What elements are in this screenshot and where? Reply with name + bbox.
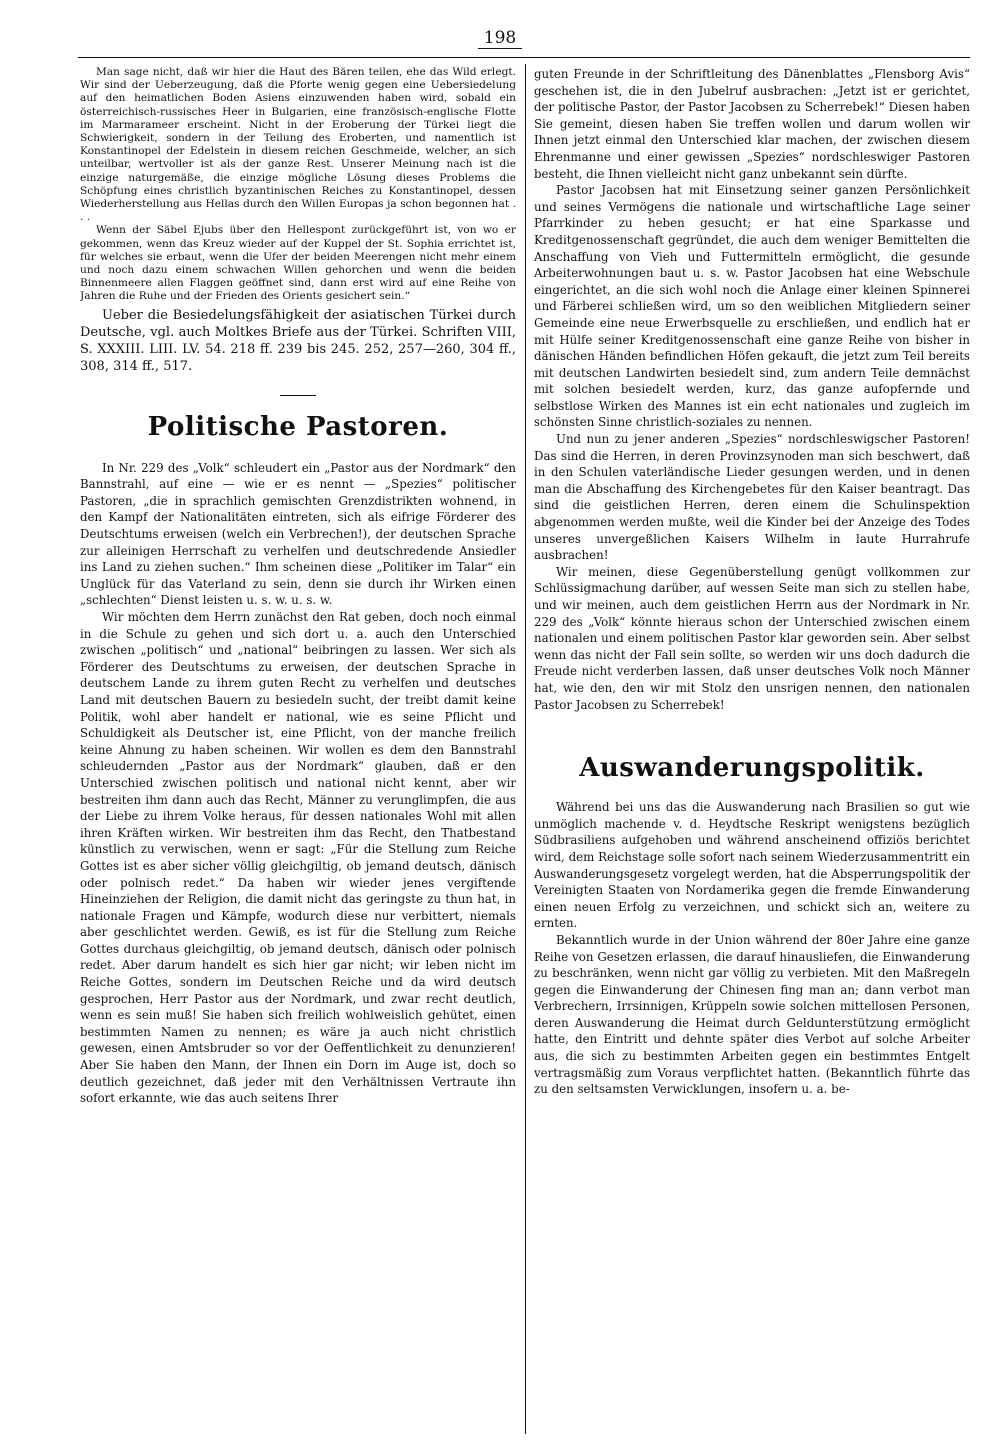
article-paragraph: Bekanntlich wurde in der Union während der 80er Jahre eine ganze Reihe von Gesetzen erlassen, die darauf hinausliefen, die Einwanderung zu beschränken, wenn nicht gar völlig zu verbieten. Mit den Maßregeln gegen die Einwanderung der Chinesen fing man an; dann verbot man Verbrechern, Irrsinnigen, Krüppeln sowie solchen mittellosen Personen, deren Auswanderung die Heimat durch Geldunterstützung ermöglicht hatte, den Eintritt und dehnte später dies Verbot auf solche Arbeiter aus, die sich zu bestimmten Arbeiten gegen ein bestimmtes Entgelt vertragsmäßig zum Voraus verpflichtet hatten. (Bekanntlich führte das zu den seltsamsten Verwicklungen, insofern u. a. be- <box>534 932 970 1097</box>
page-number-text: 198 <box>478 28 522 49</box>
section-divider <box>280 395 316 396</box>
reference-note: Ueber die Besiedelungsfähigkeit der asiatischen Türkei durch Deutsche, vgl. auch Moltkes Briefe aus der Türkei. Schriften VIII, S. XXXIII. LIII. LV. 54. 218 ff. 239 bis 245. 252, 257—260, 304 ff., 308, 314 ff., 517. <box>80 307 516 374</box>
left-column <box>80 66 516 1436</box>
article-paragraph: Während bei uns das die Auswanderung nach Brasilien so gut wie unmöglich machende v. d. Heydtsche Reskript wenigstens bezüglich Südbrasiliens aufgehoben und während anscheinend offiziös berichtet wird, dem Reichstage solle sofort nach seinem Wiederzusammentritt ein Auswanderungsgesetz vorgelegt werden, hat die Absperrungspolitik der Vereinigten Staaten von Nordamerika gegen die fremde Einwanderung einen neuen Erfolg zu verzeichnen, und schickt sich an, weitere zu ernten. <box>534 800 970 931</box>
quote-paragraph: Man sage nicht, daß wir hier die Haut des Bären teilen, ehe das Wild erlegt. Wir sind der Ueberzeugung, daß die Pforte wenig gegen eine Uebersiedelung auf den heimatlichen Boden Asiens einzuwenden haben wird, sobald ein österreichisch-russisches Heer in Bulgarien, eine französisch-englische Flotte im Marmarameer erscheint. Nicht in der Eroberung der Türkei liegt die Schwierigkeit, sondern in der Teilung des Eroberten, und namentlich ist Konstantinopel der Edelstein in diesem reichen Geschmeide, welcher, an sich unteilbar, wertvoller ist als der ganze Rest. Unserer Meinung nach ist die einzige naturgemäße, die einzige mögliche Lösung dieses Problems die Schöpfung eines christlich byzantinischen Reiches zu Konstantinopel, dessen Wiederherstellung aus Hellas durch den Willen Europas ja schon begonnen hat . . . <box>80 66 516 224</box>
right-column <box>534 66 970 1436</box>
quoted-passage <box>80 66 516 304</box>
section-title-auswanderungspolitik: Auswanderungspolitik. <box>579 753 925 784</box>
column-divider <box>525 64 526 1434</box>
article-paragraph: guten Freunde in der Schriftleitung des Dänenblattes „Flensborg Avis“ geschehen ist, die in den Jubelruf ausbrachen: „Jetzt ist er gerichtet, der politische Pastor, der Pastor Jacobsen zu Scherrebek!“ Diesen haben Sie gemeint, diesen haben Sie treffen wollen und darum wollen wir Ihnen jetzt einmal den Unterschied klar machen, der zwischen diesem Ehrenmanne und einer gewissen „Spezies“ nordschleswiger Pastoren besteht, die Ihnen vielleicht nicht ganz unbekannt sein dürfte. <box>534 67 970 181</box>
article-paragraph: Wir möchten dem Herrn zunächst den Rat geben, doch noch einmal in die Schule zu gehen und sich dort u. a. auch den Unterschied zwischen „politisch“ und „national“ beibringen zu lassen. Wer sich als Förderer des Deutschtums zu erweisen, der deutschen Sprache in deutschem Lande zu ihrem guten Recht zu verhelfen und deutsches Land mit deutschen Bauern zu besiedeln sucht, der treibt damit keine Politik, wohl aber handelt er national, wie es seine Pflicht und Schuldigkeit als Deutscher ist, eine Pflicht, von der manche freilich keine Ahnung zu haben scheinen. Wir wollen es dem den Bannstrahl schleudernden „Pastor aus der Nordmark“ glauben, daß er den Unterschied zwischen politisch und national nicht kennt, aber wir bestreiten ihm dann auch das Recht, Männer zu verunglimpfen, die aus der Liebe zu ihrem Volke heraus, für dessen nationales Wohl mit allen ihren Kräften wirken. Wir bestreiten ihm das Recht, den Thatbestand künstlich zu verwischen, wenn er sagt: „Für die Stellung zum Reiche Gottes ist es aber sicher völlig gleichgiltig, ob jemand deutsch, dänisch oder polnisch redet.“ Da haben wir wieder jenes vergiftende Hineinziehen der Religion, die damit nicht das geringste zu thun hat, in nationale Fragen und Kämpfe, wodurch diese nur verbittert, niemals aber geschlichtet werden. Gewiß, es ist für die Stellung zum Reiche Gottes durchaus gleichgiltig, ob jemand deutsch, dänisch oder polnisch redet. Aber darum handelt es sich hier gar nicht; wir leben nicht im Reiche Gottes, sondern im Deutschen Reiche und da wird deutsch gesprochen, Herr Pastor aus der Nordmark, und zwar recht deutlich, wenn es sein muß! Sie haben sich freilich wohlweislich gehütet, einen bestimmten Namen zu nennen; es wäre ja auch nicht christlich gewesen, einen Amtsbruder so vor der Oeffentlichkeit zu denunzieren! Aber Sie haben den Mann, der Ihnen ein Dorn im Auge ist, doch so deutlich gezeichnet, daß jeder mit den Verhältnissen Vertraute ihn sofort erkannte, wie das auch seitens Ihrer <box>80 610 516 1106</box>
article-paragraph: In Nr. 229 des „Volk“ schleudert ein „Pastor aus der Nordmark“ den Bannstrahl, auf eine — wie er es nennt — „Spezies“ politischer Pastoren, „die in sprachlich gemischten Grenzdistrikten wohnend, in den Kampf der Nationalitäten eintreten, sich als eifrige Förderer des Deutschtums erweisen (welch ein Verbrechen!), der deutschen Sprache zur alleinigen Herrschaft zu verhelfen und deutschredende Ansiedler ins Land zu ziehen suchen.“ Ihm scheinen diese „Politiker im Talar“ ein Unglück für das Vaterland zu sein, denn sie durch ihr Wirken einen „schlechten“ Dienst leisten u. s. w. u. s. w. <box>80 460 516 608</box>
article-paragraph: Und nun zu jener anderen „Spezies“ nordschleswigscher Pastoren! Das sind die Herren, in deren Provinzsynoden man sich beschwert, daß in den Schulen vaterländische Lieder gesungen werden, und in denen man die Abschaffung des Kirchengebetes für den Kaiser beantragt. Das sind die geistlichen Herren, deren einem die Schulinspektion abgenommen werden mußte, weil die Kinder bei der Anzeige des Todes unseres unvergeßlichen Kaisers Wilhelm in laute Hurrahrufe ausbrachen! <box>534 432 970 563</box>
article-body-continued <box>534 66 970 713</box>
quote-paragraph: Wenn der Säbel Ejubs über den Hellespont zurückgeführt ist, von wo er gekommen, wenn das Kreuz wieder auf der Kuppel der St. Sophia errichtet ist, für welches sie erbaut, wenn die Ufer der beiden Meerengen nicht mehr einem und noch dazu einem schwachen Willen gehorchen und wenn die beiden Binnenmeere allen Flaggen geöffnet sind, dann erst wird auf eine Reihe von Jahren die Ruhe und der Frieden des Orients gesichert sein.“ <box>80 224 516 303</box>
header-rule <box>78 57 970 58</box>
article-body-auswanderungspolitik <box>534 799 970 1098</box>
page-number <box>0 28 1000 49</box>
section-title-politische-pastoren: Politische Pastoren. <box>147 411 449 442</box>
article-body-politische-pastoren <box>80 460 516 1107</box>
article-paragraph: Pastor Jacobsen hat mit Einsetzung seiner ganzen Persönlichkeit und seines Vermögens die nationale und wirtschaftliche Lage seiner Pfarrkinder zu heben gesucht; er hat eine Sparkasse und Kreditgenossenschaft gegründet, die auch dem weniger Bemittelten die Anschaffung von Vieh und Futtermitteln ermöglicht, die gesunde Arbeiterwohnungen baut u. s. w. Pastor Jacobsen hat eine Webschule eingerichtet, an die sich wohl noch die Anlage einer kleinen Spinnerei und Färberei schließen wird, um so den weiblichen Mitgliedern seiner Gemeinde eine neue Erwerbsquelle zu erschließen, und endlich hat er mit Hülfe seiner Kreditgenossenschaft eine ganze Reihe von bisher in dänischen Händen befindlichen Höfen gekauft, die jetzt zum Teil bereits mit deutschen Landwirten besiedelt sind, zum andern Teile demnächst mit solchen besiedelt werden, kurz, das ganze aufopfernde und selbstlose Wirken des Mannes ist ein echt nationales und zugleich im schönsten Sinne christlich-soziales zu nennen. <box>534 183 970 430</box>
article-paragraph: Wir meinen, diese Gegenüberstellung genügt vollkommen zur Schlüssigmachung darüber, auf wessen Seite man sich zu stellen habe, und wir meinen, auch dem geistlichen Herrn aus der Nordmark in Nr. 229 des „Volk“ könnte hieraus schon der Unterschied zwischen einem nationalen und einem politischen Pastor klar geworden sein. Aber selbst wenn das nicht der Fall sein sollte, so werden wir uns doch dadurch die Freude nicht verderben lassen, daß unser deutsches Volk noch Männer hat, wie den, den wir mit Stolz den unsrigen nennen, den nationalen Pastor Jacobsen zu Scherrebek! <box>534 564 970 712</box>
